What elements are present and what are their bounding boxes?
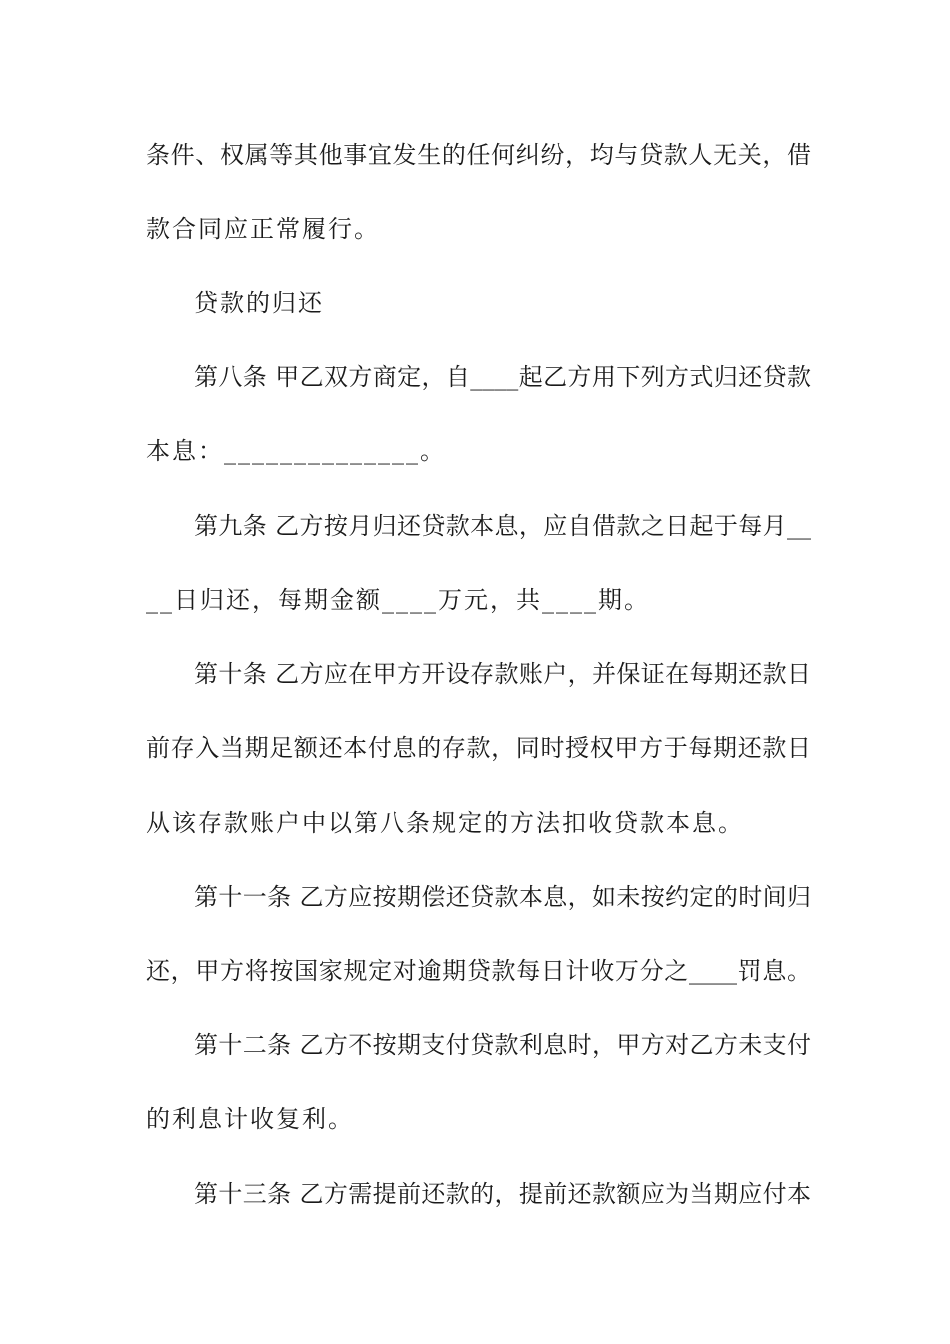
text-line: 第八条 甲乙双方商定，自____起乙方用下列方式归还贷款 xyxy=(194,363,811,391)
section-heading: 贷款的归还 xyxy=(194,289,324,317)
text-line: 第十三条 乙方需提前还款的，提前还款额应为当期应付本 xyxy=(194,1180,811,1208)
text-line: 还，甲方将按国家规定对逾期贷款每日计收万分之____罚息。 xyxy=(146,957,811,985)
text-line: 第十二条 乙方不按期支付贷款利息时，甲方对乙方未支付 xyxy=(194,1031,811,1059)
text-line: 本息：______________。 xyxy=(146,437,446,465)
text-line: 从该存款账户中以第八条规定的方法扣收贷款本息。 xyxy=(146,809,744,837)
text-line: 的利息计收复利。 xyxy=(146,1105,354,1133)
text-line: 条件、权属等其他事宜发生的任何纠纷，均与贷款人无关，借 xyxy=(146,141,811,169)
text-line: 第十一条 乙方应按期偿还贷款本息，如未按约定的时间归 xyxy=(194,883,811,911)
text-line: 款合同应正常履行。 xyxy=(146,215,380,243)
text-line: __日归还，每期金额____万元，共____期。 xyxy=(146,586,650,614)
text-line: 第十条 乙方应在甲方开设存款账户，并保证在每期还款日 xyxy=(194,660,811,688)
text-line: 前存入当期足额还本付息的存款，同时授权甲方于每期还款日 xyxy=(146,734,811,762)
text-line: 第九条 乙方按月归还贷款本息，应自借款之日起于每月__ xyxy=(194,512,811,540)
